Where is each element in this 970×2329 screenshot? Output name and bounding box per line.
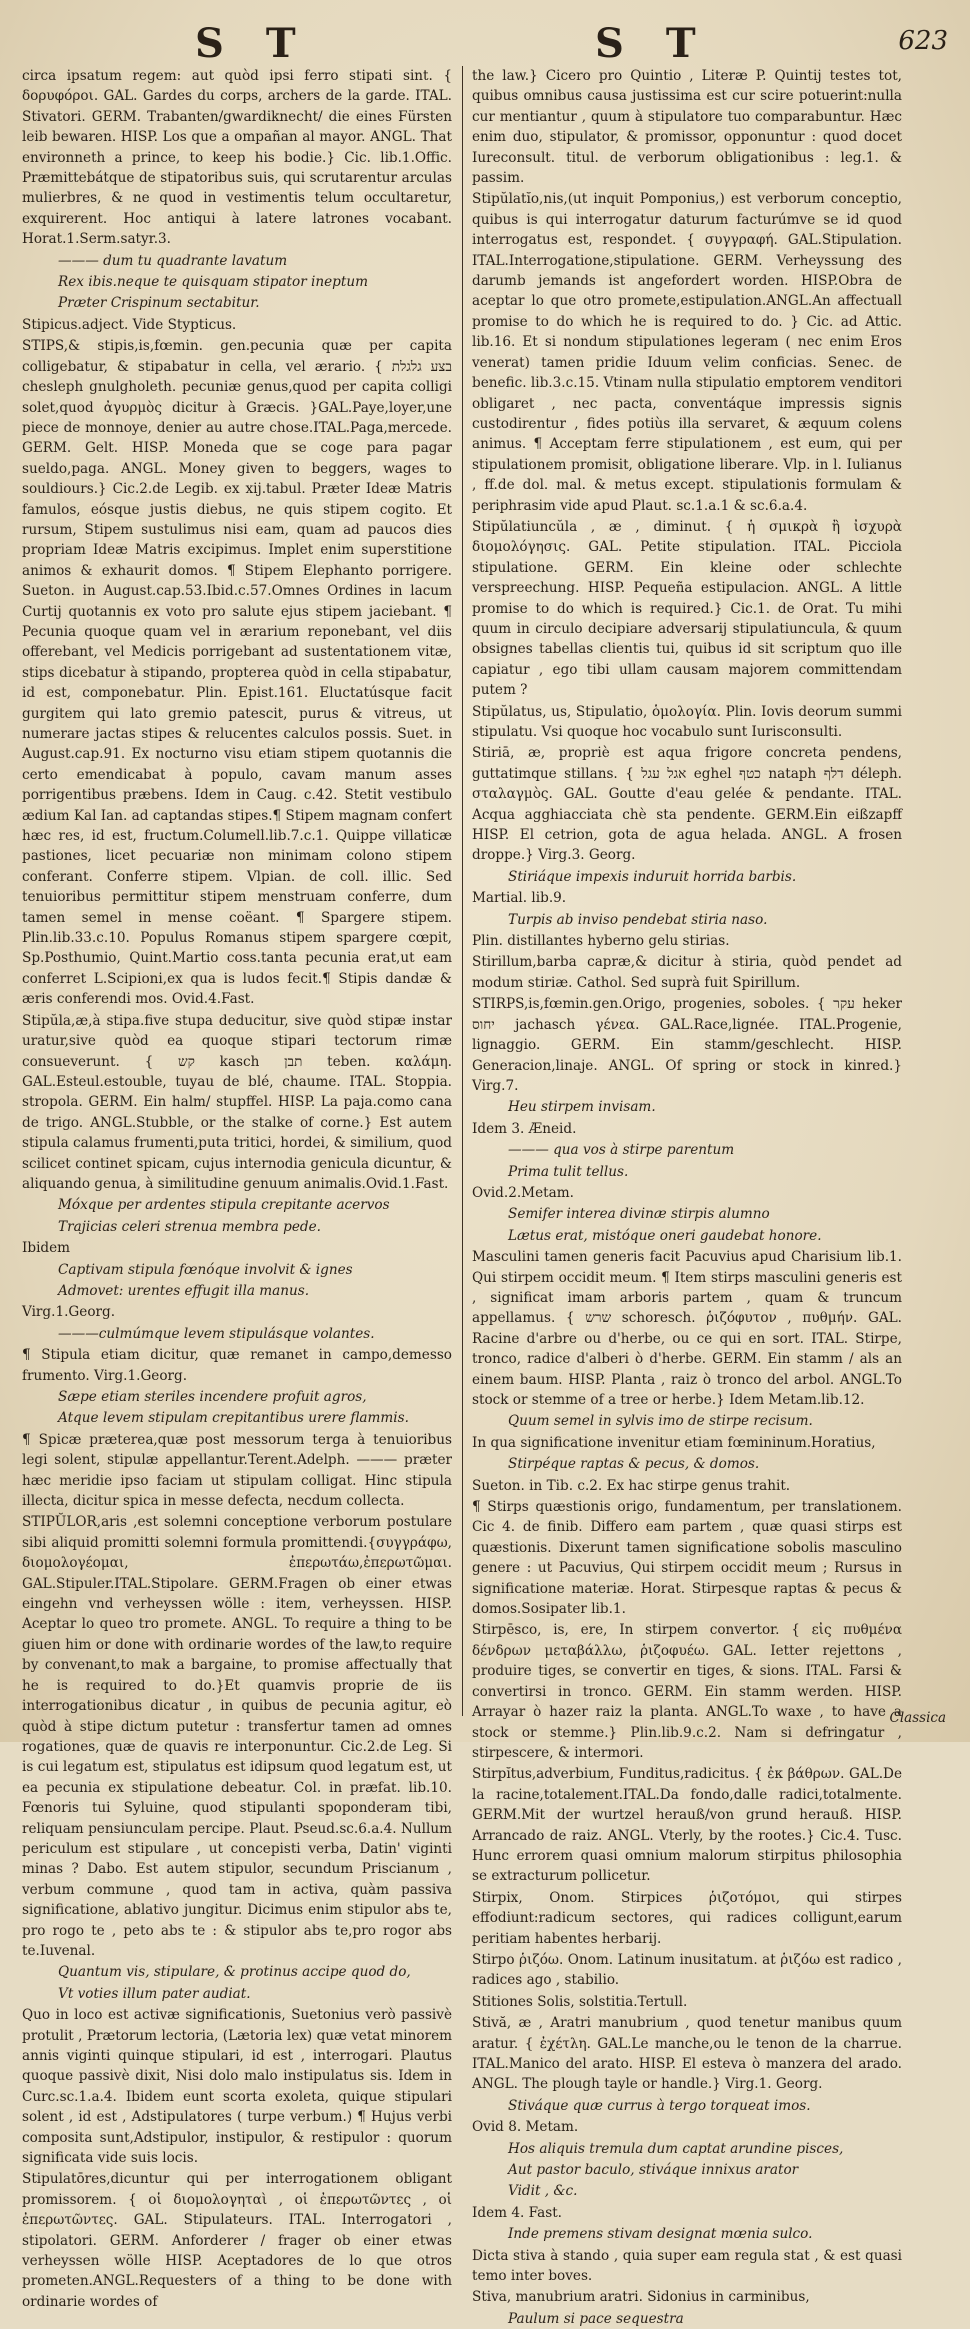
citation: Idem 3. Æneid. — [472, 1120, 577, 1137]
verse-line: Captivam stipula fœnóque involvit & ignes — [58, 1261, 353, 1278]
entry-text: circa ipsatum regem: aut quòd ipsi ferro stipati sint. { δορυφόροι. GAL. Gardes du corps, archers de la garde. ITAL. Stivatori. GERM. Trabanten/gwardiknecht/ die eines Fürsten leib bewaren. HISP. Los que a ompañan al mayor. ANGL. That environneth a prince, to keep his bodie.} Cic. lib.1.Offic. Præmittebátque de stipatoribus suis, qui scrutarentur arculas mulierbres, & ne quod in vestimentis telum occultaretur, exquirerent. Hoc antiqui à latere latrones vocabant. Horat.1.Serm.satyr.3. — [22, 68, 452, 248]
verse-line: Trajicias celeri strenua membra pede. — [58, 1218, 321, 1235]
citation: Ibidem — [22, 1240, 71, 1257]
entry-text: Stirpĭtus,adverbium, Funditus,radicitus. { ἐκ βάθρων. GAL.De la racine,totalement.ITAL.Da fondo,dalle radici,totalmente. GERM.Mit der wurtzel herauß/von grund herauß. HISP. Arrancado de raiz. ANGL. Vterly, by the rootes.} Cic.4. Tusc. Hunc errorem quasi omnium malorum stirpitus philosophia se extracturum pollicetur. — [472, 1766, 902, 1885]
entry-text: Masculini tamen generis facit Pacuvius apud Charisium lib.1. Qui stirpem occidit meum. ¶ Item stirps masculini generis est , significat imam arboris partem , quam & truncum appellamus. { שרש schoresch. ῥιζόφυτον , πυθμήν. GAL. Racine d'arbre ou d'herbe, ou ce qui en sort. ITAL. Stirpe, tronco, radice d'alberi ò d'herbe. GERM. Ein stamm / als an einem baum. HISP. Planta , raiz ò tronco del arbol. ANGL.To stock or stemme of a tree or herbe.} Idem Metam.lib.12. — [472, 1249, 902, 1408]
verse-line: ——— qua vos à stirpe parentum — [508, 1142, 735, 1159]
entry-text: ¶ Stipula etiam dicitur, quæ remanet in campo,demesso frumento. Virg.1.Georg. — [22, 1347, 452, 1384]
verse-line: Admovet: urentes effugit illa manus. — [58, 1282, 310, 1299]
right-running-head: S T — [595, 20, 710, 67]
entry-text: Stipŭla,æ,à stipa.five stupa deducitur, sive quòd stipæ instar uratur,sive quòd ea quoque stipari tectorum rimæ consueverunt. { קש kasch תבן teben. καλάμη. GAL.Esteul.estouble, tuyau de blé, chaume. ITAL. Stoppia. stropola. GERM. Ein halm/ stupffel. HISP. La paja.como cana de trigo. ANGL.Stubble, or the stalke of corne.} Est autem stipula calamus frumenti,puta tritici, hordei, & similium, quod scilicet continet spicam, cujus internodia genicula dicuntur, & aliquando genua, à similitudine genuum animalis.Ovid.1.Fast. — [22, 1012, 452, 1192]
entry-text: Dicta stiva à stando , quia super eam regula stat , & est quasi temo inter boves. — [472, 2247, 902, 2285]
verse-line: Inde premens stivam designat mœnia sulco. — [508, 2226, 813, 2243]
verse-line: Rex ibis.neque te quisquam stipator ineptum — [58, 274, 368, 291]
entry-text: In qua significatione invenitur etiam fœmininum.Horatius, — [472, 1434, 876, 1451]
column-divider — [462, 66, 463, 1716]
left-column — [22, 66, 452, 2310]
verse-line: Præter Crispinum sectabitur. — [58, 295, 260, 312]
entry-text: Plin. distillantes hyberno gelu stirias. — [472, 933, 730, 950]
verse-line: Paulum si pace sequestra — [508, 2310, 684, 2327]
verse-line: Vt voties illum pater audiat. — [58, 1985, 251, 2002]
entry-text: Stirpo ῥιζόω. Onom. Latinum inusitatum. at ῥιζόω est radico , radices ago , stabilio. — [472, 1951, 902, 1989]
verse-line: Lætus erat, mistóque oneri gaudebat honore. — [508, 1227, 822, 1244]
verse-line: Heu stirpem invisam. — [508, 1099, 656, 1116]
verse-line: Quum semel in sylvis imo de stirpe recisum. — [508, 1413, 813, 1430]
entry-text: Stipŭlatus, us, Stipulatio, ὁμολογία. Plin. Iovis deorum summi stipulatu. Vsi quoque hoc vocabulo sunt Iurisconsulti. — [472, 703, 902, 740]
entry-text: Stipŭlatiuncŭla , æ , diminut. { ἡ σμικρὰ ἢ ἰσχυρὰ διομολόγησις. GAL. Petite stipulation. ITAL. Picciola stipulatione. GERM. Ein kleine oder schlechte verspreechung. HISP. Pequeña estipulacion. ANGL. A little promise to do which is required.} Cic.1. de Orat. Tu mihi quum in circulo decipiare adversarij stipulatiuncula, & quum obsignes tabellas clientis tui, quibus id sit scriptum quo ille capiatur , ego tibi ullam causam majorem committendam putem ? — [472, 518, 902, 699]
entry-text: Sueton. in Tib. c.2. Ex hac stirpe genus trahit. — [472, 1477, 791, 1494]
verse-line: Hos aliquis tremula dum captat arundine pisces, — [508, 2140, 844, 2157]
verse-line: Sæpe etiam steriles incendere profuit agros, — [58, 1389, 367, 1405]
entry-text: STIPS,& stipis,is,fœmin. gen.pecunia quæ per capita colligebatur, & stipabatur in cella, vel ærario. { בצע גלגלת chesleph gnulgholeth. pecuniæ genus,quod per capita colligi solet,quod ἀγυρμὸς dicitur à Græcis. }GAL.Paye,loyer,une piece de monnoye, denier au autre chose.ITAL.Paga,mercede. GERM. Gelt. HISP. Moneda que se coge para pagar sueldo,paga. ANGL. Money given to beggers, wages to souldiours.} Cic.2.de Legib. ex xij.tabul. Præter Ideæ Matris famulos, eósque justis diebus, ne quis stipem cogito. Et rursum, Stipem sustulimus nisi eam, quam ad paucos dies propriam Ideæ Matris excipimus. Implet enim superstitione animos & exhaurit domos. ¶ Stipem Elephanto porrigere. Sueton. in August.cap.53.Ibid.c.57.Omnes Ordines in lacum Curtij quotannis ex voto pro salute ejus stipem jaciebant. ¶ Pecunia quoque quam vel in ærarium reponebant, vel diis offerebant, vel Medicis porrigebant ad sustentationem vitæ, stips dicebatur à stipando, propterea quòd in cella stipabatur, id est, componebatur. Plin. Epist.161. Eluctatúsque facit gurgitem qui lato gremio patescit, purus & vitreus, ut numerare jactas stipes & relucentes calculos possis. Suet. in August.cap.91. Ex nocturno visu etiam stipem quotannis die certo emendicabat à populo, cavam manum asses porrigentibus præbens. Idem in Caug. c.42. Stetit vestibulo ædium Kal Ian. ad captandas stipes.¶ Stipem magnam confert hæc res, id est, fructum.Columell.lib.7.c.1. Quippe villaticæ pastiones, licet pecuariæ non minimam colono stipem conferant. Conferre stipem. Vlpian. de coll. illic. Sed tenuioribus permittitur stipem menstruam conferre, dum tamen semel in mense coëant. ¶ Spargere stipem. Plin.lib.33.c.10. Populus Romanus stipem spargere cœpit, Sp.Posthumio, Quint.Martio coss.tanta pecunia erat,ut eam conferret L.Scipioni,ex qua is ludos fecit.¶ Stipis dandæ & æris conferendi mos. Ovid.4.Fast. — [22, 338, 452, 1008]
verse-line: Vidit , &c. — [508, 2183, 578, 2200]
entry-text: ¶ Spicæ præterea,quæ post messorum terga à tenuioribus legi solent, stipulæ appellantur.Terent.Adelph. ——— præter hæc meridie ipso faciam ut stipulam colligat. Hinc stipula illecta, dicitur spica in messe defecta, necdum collecta. — [22, 1431, 452, 1510]
entry-text: ¶ Stirps quæstionis origo, fundamentum, per translationem. Cic 4. de finib. Differo eam partem , quæ quasi stirps est quæstionis. Dixerunt tamen significatione sobolis masculino genere : ut Pacuvius, Qui stirpem occidit meum ; Rursus in significatione materiæ. Horat. Stirpesque raptas & pecus & domos.Sosipater lib.1. — [472, 1499, 902, 1618]
verse-line: Atque levem stipulam crepitantibus urere flammis. — [58, 1410, 409, 1427]
verse-line: Prima tulit tellus. — [508, 1163, 629, 1180]
entry-text: Stipicus.adject. Vide Stypticus. — [22, 316, 237, 333]
right-column — [472, 66, 902, 2327]
page-header — [0, 20, 970, 72]
entry-text: Stirpix, Onom. Stirpices ῥιζοτόμοι, qui stirpes effodiunt:radicum sectores, qui radices colligunt,earum peritiam habentes herbarij. — [472, 1889, 902, 1947]
verse-line: Aut pastor baculo, stiváque innixus arator — [508, 2162, 799, 2179]
catchword: Classica — [889, 1710, 946, 1726]
citation: Virg.1.Georg. — [22, 1304, 116, 1321]
entry-text: Stipulatōres,dicuntur qui per interrogationem obligant promissorem. { οἱ διομολογηταὶ , οἱ ἐπερωτῶντες , οἱ ἐπερωτῶντες. GAL. Stipulateurs. ITAL. Interrogatori , stipolatori. GERM. Anforderer / frager ob einer etwas verheyssen wölle HISP. Aceptadores de lo que otros prometen.ANGL.Requesters of a thing to be done with ordinarie wordes of — [22, 2171, 452, 2310]
entry-text: Stirpēsco, is, ere, In stirpem convertor. { εἰς πυθμένα δένδρων μεταβάλλω, ῥιζοφυέω. GAL. Ietter rejettons , produire tiges, se convertir en tiges, & sions. ITAL. Farsi & convertirsi in tronco. GERM. Ein stamm werden. HISP. Arrayar ò hazer raiz la planta. ANGL.To waxe , to have a stock or stemme.} Plin.lib.9.c.2. Nam si defringatur , stirpescere, & intermori. — [472, 1622, 902, 1761]
citation: Ovid.2.Metam. — [472, 1184, 574, 1201]
entry-text: STIPŬLOR,aris ,est solemni conceptione verborum postulare sibi aliquid promitti solemni formula promittendi.{συγγράφω, διομολογέομαι, ἐπερωτάω,ἐπερωτῶμαι. GAL.Stipuler.ITAL.Stipolare. GERM.Fragen ob einer etwas eingehn vnd verheyssen wölle : item, verheyssen. HISP. Aceptar lo queo tro promete. ANGL. To require a thing to be giuen him or done with ordinarie wordes of the law,to require by convenant,to mak a bargaine, to promise affectually that he is required to do.}Et quamvis proprie de iis interrogationibus dicatur , in quibus de pecunia agitur, eò quòd à stipe dictum putetur : transfertur tamen ad omnes rogationes, quæ de quavis re interponuntur. Cic.2.de Leg. Si is cui legatum est, stipulatus est idipsum quod legatum est, ut ea pecunia ex stipulatione debeatur. Col. in præfat. lib.10. Fœnoris tui Syluine, quod stipulanti spoponderam tibi, reliquam pensiunculam percipe. Plaut. Pseud.sc.6.a.4. Nullum periculum est stipulare , ut concepisti verba, Datin' viginti minas ? Dabo. Est autem stipulor, secundum Priscianum , verbum commune , quod tam in activa, quàm passiva significatione, ablativo jungitur. Dicimus enim stipulor abs te, pro rogo te , peto abs te : & stipulor abs te,pro rogor abs te.Iuvenal. — [22, 1514, 452, 1959]
citation: Martial. lib.9. — [472, 890, 567, 907]
entry-text: Quo in loco est activæ significationis, Suetonius verò passivè protulit , Prætorum lectoria, (Lætoria lex) quæ vetat minorem annis viginti quinque stipulari, id est , interrogari. Plautus quoque passivè dixit, Nisi dolo malo instipulatus sis. Idem in Curc.sc.1.a.4. Ibidem eunt scorta exoleta, quique stipulari solent , id est , Adstipulatores ( turpe verbum.) ¶ Hujus verbi composita sunt,Adstipulor, instipulor, & restipulor : quorum significata vide suis locis. — [22, 2007, 452, 2167]
verse-line: Stiriáque impexis induruit horrida barbis. — [508, 868, 797, 885]
entry-text: Stipŭlatĭo,nis,(ut inquit Pomponius,) est verborum conceptio, quibus is qui interrogatur daturum facturúmve se id quod interrogatus est, respondet. { συγγραφή. GAL.Stipulation. ITAL.Interrogatione,stipulatione. GERM. Verheyssung des darumb jemands ist angefordert worden. HISP.Obra de aceptar lo que otro promete,estipulation.ANGL.An affectuall promise to do which he is required to do. } Cic. ad Attic. lib.16. Et si nondum stipulationes legeram ( nec enim Eros venerat) tamen pridie Iduum velim conficias. Senec. de benefic. lib.3.c.15. Vtinam nulla stipulatio emptorem venditori obligaret , nec pacta, conventáque impressis signis custodirentur , fides potiùs illa servaret, & æquum colens animus. ¶ Acceptam ferre stipulationem , est eum, qui per stipulationem promisit, obligatione liberare. Vlp. in l. Iulianus , ff.de dol. mal. & metus except. stipulationis formulam & periphrasim vide apud Plaut. sc.1.a.1 & sc.6.a.4. — [472, 191, 902, 514]
entry-text: Stirillum,barba capræ,& dicitur à stiria, quòd pendet ad modum stiriæ. Cathol. Sed suprà fuit Spirillum. — [472, 954, 902, 991]
verse-line: ——— dum tu quadrante lavatum — [58, 252, 288, 269]
verse-line: Stiváque quæ currus à tergo torqueat imos. — [508, 2097, 811, 2114]
entry-text: Stivă, æ , Aratri manubrium , quod tenetur manibus quum aratur. { ἐχέτλη. GAL.Le manche,ou le tenon de la charrue. ITAL.Manico del arato. HISP. El esteva ò manzera del arado. ANGL. The plough tayle or handle.} Virg.1. Georg. — [472, 2015, 902, 2093]
entry-text: Stiriā, æ, propriè est aqua frigore concreta pendens, guttatimque stillans. { אגל עגל eghel כטף nataph דלף déleph. σταλαγμὸς. GAL. Goutte d'eau gelée & pendante. ITAL. Acqua agghiacciata chè sta pendente. GERM.Ein eißzapff HISP. El cetrion, gota de agua helada. ANGL. A frosen droppe.} Virg.3. Georg. — [472, 745, 902, 864]
left-running-head: S T — [195, 20, 310, 67]
verse-line: Semifer interea divinæ stirpis alumno — [508, 1206, 770, 1223]
entry-text: the law.} Cicero pro Quintio , Literæ P. Quintij testes tot, quibus omnibus causa justissima est cur scire potuerint:nulla cur mentiantur , quum à stipulatore tuo comparabuntur. Hæc enim duo, stipulator, & promissor, opponuntur : quod docet Iureconsult. titul. de verborum obligationibus : leg.1. & passim. — [472, 68, 902, 187]
verse-line: Stirpéque raptas & pecus, & domos. — [508, 1456, 760, 1473]
citation: Idem 4. Fast. — [472, 2204, 562, 2221]
verse-line: ———culmúmque levem stipulásque volantes. — [58, 1325, 375, 1342]
citation: Ovid 8. Metam. — [472, 2119, 579, 2136]
entry-text: Stitiones Solis, solstitia.Tertull. — [472, 1993, 688, 2010]
verse-line: Móxque per ardentes stipula crepitante acervos — [58, 1197, 390, 1214]
entry-text: STIRPS,is,fœmin.gen.Origo, progenies, soboles. { עקר heker יחוס jachasch γένεα. GAL.Race,lignée. ITAL.Progenie, lignaggio. GERM. Ein stamm/geschlecht. HISP. Generacion,linaje. ANGL. Of spring or stock in kinred.} Virg.7. — [472, 996, 902, 1094]
page-number: 623 — [898, 26, 948, 56]
verse-line: Quantum vis, stipulare, & protinus accipe quod do, — [58, 1964, 411, 1981]
verse-line: Turpis ab inviso pendebat stiria naso. — [508, 911, 768, 928]
entry-text: Stiva, manubrium aratri. Sidonius in carminibus, — [472, 2289, 810, 2306]
